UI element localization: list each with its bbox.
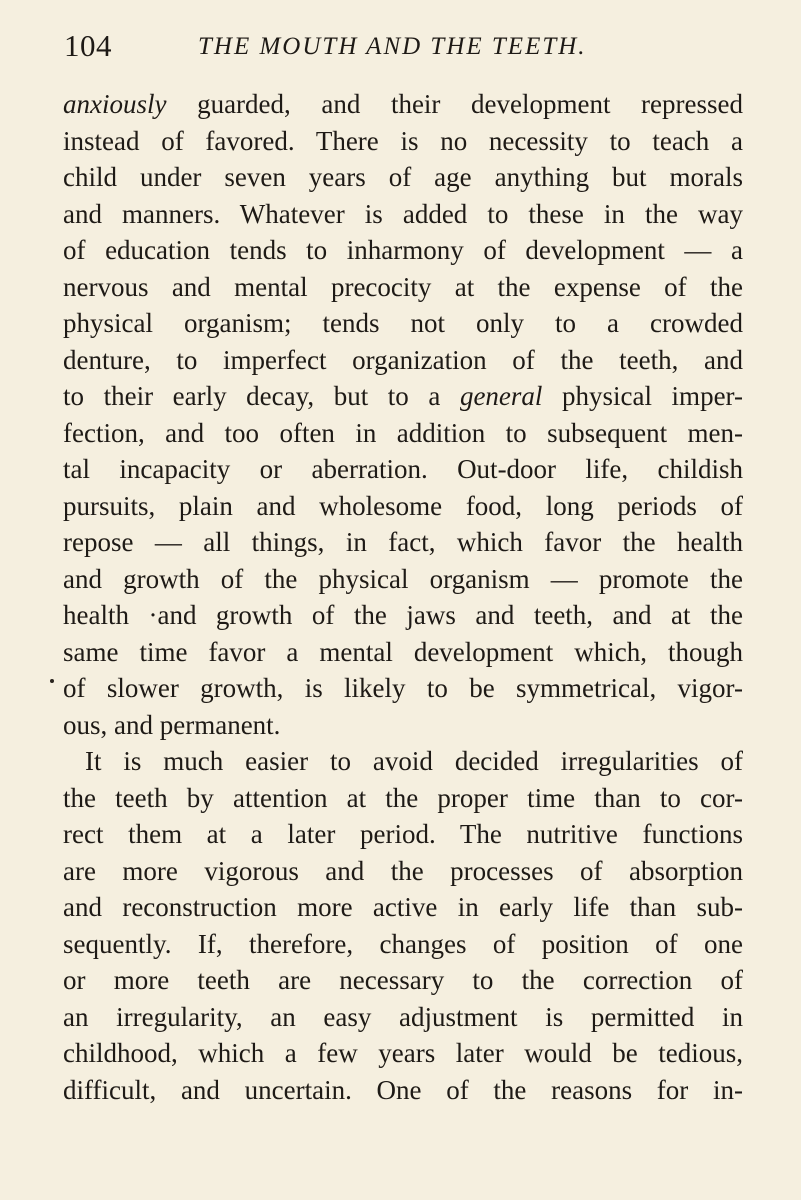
text-line: an irregularity, an easy adjustment is permitted in (63, 1001, 743, 1032)
text-line: physical organism; tends not only to a crowded (63, 308, 743, 338)
text-line: same time favor a mental development which, though (63, 636, 743, 667)
running-head: THE MOUTH AND THE TEETH. (198, 33, 587, 60)
text-line: nervous and mental precocity at the expense of the (63, 271, 743, 302)
text-line: and reconstruction more active in early life than sub- (63, 892, 743, 922)
margin-mark (50, 679, 54, 683)
text-line: to their early decay, but to a general physical imper- (63, 381, 743, 411)
text-line: ous, and permanent. (63, 709, 281, 740)
text-line: sequently. If, therefore, changes of position of one (63, 928, 743, 959)
text-line: It is much easier to avoid decided irregularities of (85, 746, 743, 776)
text-line: health ·and growth of the jaws and teeth, and at the (63, 600, 743, 630)
text-line: pursuits, plain and wholesome food, long periods of (63, 490, 743, 521)
text-line: are more vigorous and the processes of absorption (63, 855, 743, 886)
text-line: the teeth by attention at the proper time than to cor- (63, 782, 743, 813)
text-line: rect them at a later period. The nutritive functions (63, 819, 743, 849)
text-line: or more teeth are necessary to the correction of (63, 965, 743, 995)
text-line: child under seven years of age anything but morals (63, 162, 743, 192)
text-line: instead of favored. There is no necessity to teach a (63, 125, 743, 156)
page-header (62, 22, 742, 68)
text-line: denture, to imperfect organization of the teeth, and (63, 344, 743, 375)
text-line: fection, and too often in addition to subsequent men- (63, 417, 743, 448)
page-number: 104 (64, 28, 112, 63)
text-line: and growth of the physical organism — promote the (63, 563, 743, 594)
text-line: tal incapacity or aberration. Out-door life, childish (63, 454, 743, 484)
text-line: and manners. Whatever is added to these in the way (63, 198, 743, 229)
text-line: difficult, and uncertain. One of the reasons for in- (63, 1074, 743, 1105)
body-text (63, 86, 743, 1108)
text-line: repose — all things, in fact, which favor the health (63, 527, 743, 557)
text-line: of slower growth, is likely to be symmetrical, vigor- (63, 673, 743, 703)
text-line: childhood, which a few years later would be tedious, (63, 1038, 743, 1068)
text-line: anxiously guarded, and their development repressed (63, 89, 743, 119)
text-line: of education tends to inharmony of development — a (63, 235, 743, 265)
